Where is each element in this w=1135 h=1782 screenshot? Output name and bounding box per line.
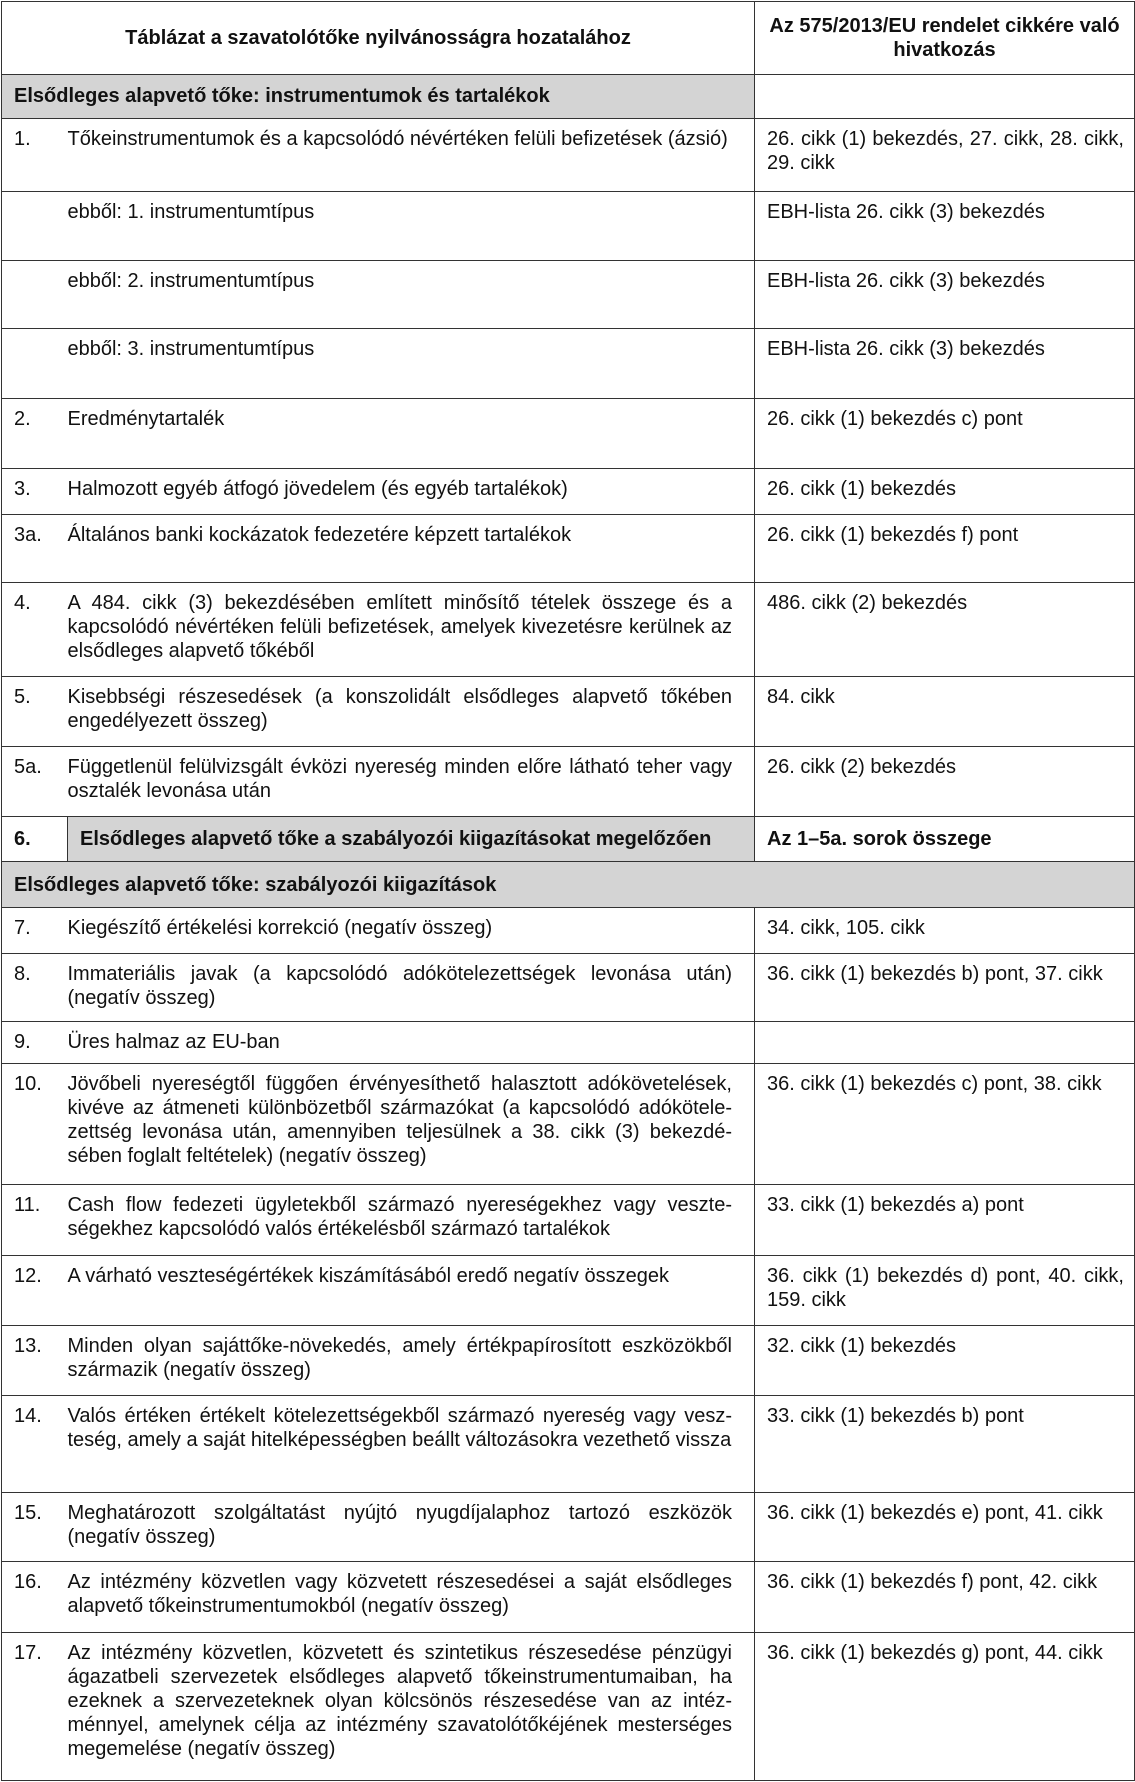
row-description: Az intézmény közvetlen vagy közvetett részesedései a saját elsődleges alapvető tőkeinstrumentumokból (negatív összeg) [68,1562,755,1633]
row-reference: 486. cikk (2) bekezdés [755,583,1135,677]
row-description: ebből: 3. instrumentumtípus [68,329,755,399]
row-reference: 32. cikk (1) bekezdés [755,1325,1135,1396]
row-number: 5a. [2,746,68,816]
row-reference: 26. cikk (2) bekezdés [755,746,1135,816]
row-number: 1. [2,118,68,191]
row-reference: 26. cikk (1) bekezdés f) pont [755,514,1135,583]
row-description: Üres halmaz az EU-ban [68,1022,755,1063]
row-description: Eredménytartalék [68,398,755,468]
row-number: 3a. [2,514,68,583]
row-description: Tőkeinstrumentumok és a kapcsolódó névértéken felüli befizetések (ázsió) [68,118,755,191]
row-reference: 26. cikk (1) bekezdés c) pont [755,398,1135,468]
row-reference: EBH-lista 26. cikk (3) bekezdés [755,329,1135,399]
row-number: 13. [2,1325,68,1396]
row-number [2,191,68,260]
table-row [2,746,1135,816]
row-reference: 26. cikk (1) bekezdés [755,468,1135,514]
row-number: 3. [2,468,68,514]
row-number: 14. [2,1396,68,1492]
row-description: Valós értéken értékelt kötelezettségekből származó nyereség vagy veszteség, amely a saját hitelképességben beállt változásokra vezethető vissza [68,1396,755,1492]
row-reference: 84. cikk [755,676,1135,746]
row-reference: EBH-lista 26. cikk (3) bekezdés [755,260,1135,329]
row-number: 2. [2,398,68,468]
row-reference: 34. cikk, 105. cikk [755,908,1135,954]
table-row [2,468,1135,514]
row-reference: 36. cikk (1) bekezdés e) pont, 41. cikk [755,1492,1135,1562]
section-header-adjustments [2,862,1135,908]
row-description: A várható veszteségértékek kiszámításából eredő negatív összegek [68,1255,755,1325]
row-description: Függetlenül felülvizsgált évközi nyereség minden előre látható teher vagy osztalék levonása után [68,746,755,816]
row-number: 12. [2,1255,68,1325]
row-description: Meghatározott szolgáltatást nyújtó nyugdíjalaphoz tartozó eszközök (negatív összeg) [68,1492,755,1562]
table-header-row [2,2,1135,75]
table-row [2,329,1135,399]
row-description: Általános banki kockázatok fedezetére képzett tartalékok [68,514,755,583]
row-number: 10. [2,1063,68,1184]
row-number: 16. [2,1562,68,1633]
table-row [2,118,1135,191]
row-reference: 26. cikk (1) bekezdés, 27. cikk, 28. cikk, 29. cikk [755,118,1135,191]
row-description: A 484. cikk (3) bekezdésében említett minősítő tételek összege és a kapcsolódó névértéken felüli befizetések, amelyek kivezetésre kerülnek az elsődleges alapvető tőkéből [68,583,755,677]
row-description: Kiegészítő értékelési korrekció (negatív összeg) [68,908,755,954]
table-row [2,676,1135,746]
row-reference: 36. cikk (1) bekezdés g) pont, 44. cikk [755,1633,1135,1781]
table-row [2,1184,1135,1255]
row-description: ebből: 1. instrumentumtípus [68,191,755,260]
capital-disclosure-table [1,1,1135,1781]
row-reference: 33. cikk (1) bekezdés b) pont [755,1396,1135,1492]
table-row [2,191,1135,260]
row-reference: 36. cikk (1) bekezdés c) pont, 38. cikk [755,1063,1135,1184]
row-description: Az intézmény közvetlen, közvetett és szintetikus részesedése pénzügyi ágazatbeli szervezetek elsődleges alapvető tőkeinstrumentumaiban, ha ezeknek a szervezeteknek olyan kölcsönös részesedése van az intézménnyel, amelynek célja az intézmény szavatolótőkéjének mesterséges megemelése (negatív összeg) [68,1633,755,1781]
table-row [2,1562,1135,1633]
row-number: 17. [2,1633,68,1781]
row-reference: 36. cikk (1) bekezdés f) pont, 42. cikk [755,1562,1135,1633]
row-description: Elsődleges alapvető tőke a szabályozói kiigazításokat megelőzően [68,816,755,862]
table-row [2,1325,1135,1396]
table-row [2,1633,1135,1781]
row-number: 11. [2,1184,68,1255]
row-number: 15. [2,1492,68,1562]
table-row [2,1396,1135,1492]
row-description: Kisebbségi részesedések (a konszolidált elsődleges alapvető tőkében engedélyezett összeg) [68,676,755,746]
row-description: Cash flow fedezeti ügyletekből származó nyereségekhez vagy veszteségekhez kapcsolódó valós értékelésből származó tartalékok [68,1184,755,1255]
table-row [2,1492,1135,1562]
row-reference: 36. cikk (1) bekezdés b) pont, 37. cikk [755,953,1135,1022]
table-row [2,398,1135,468]
subtotal-row [2,816,1135,862]
row-number [2,329,68,399]
section-ref-blank [755,75,1135,118]
row-description: Jövőbeli nyereségtől függően érvényesíthető halasztott adókövetelések, kivéve az átmeneti különbözetből származókat (a kapcsolódó adókötelezettség levonása után, amennyiben teljesülnek a 38. cikk (3) bekezdésében foglalt feltételek) (negatív összeg) [68,1063,755,1184]
section-title: Elsődleges alapvető tőke: instrumentumok és tartalékok [2,75,755,118]
reference-column-header: Az 575/2013/EU rendelet cikkére való hivatkozás [755,2,1135,75]
table-row [2,1063,1135,1184]
row-number: 4. [2,583,68,677]
table-row [2,1022,1135,1063]
row-reference [755,1022,1135,1063]
row-number [2,260,68,329]
row-description: ebből: 2. instrumentumtípus [68,260,755,329]
table-title: Táblázat a szavatolótőke nyilvánosságra hozatalához [2,2,755,75]
table-row [2,908,1135,954]
table-row [2,953,1135,1022]
row-description: Halmozott egyéb átfogó jövedelem (és egyéb tartalékok) [68,468,755,514]
section-title: Elsődleges alapvető tőke: szabályozói kiigazítások [2,862,1135,908]
table-row [2,514,1135,583]
row-description: Immateriális javak (a kapcsolódó adókötelezettségek levonása után) (negatív összeg) [68,953,755,1022]
row-reference: Az 1–5a. sorok összege [755,816,1135,862]
row-number: 9. [2,1022,68,1063]
row-number: 6. [2,816,68,862]
section-header-instruments [2,75,1135,118]
table-row [2,260,1135,329]
row-reference: 36. cikk (1) bekezdés d) pont, 40. cikk, 159. cikk [755,1255,1135,1325]
table-row [2,1255,1135,1325]
row-number: 7. [2,908,68,954]
row-description: Minden olyan sajáttőke-növekedés, amely értékpapírosított eszközökből származik (negatív összeg) [68,1325,755,1396]
row-number: 8. [2,953,68,1022]
row-number: 5. [2,676,68,746]
row-reference: 33. cikk (1) bekezdés a) pont [755,1184,1135,1255]
row-reference: EBH-lista 26. cikk (3) bekezdés [755,191,1135,260]
table-row [2,583,1135,677]
